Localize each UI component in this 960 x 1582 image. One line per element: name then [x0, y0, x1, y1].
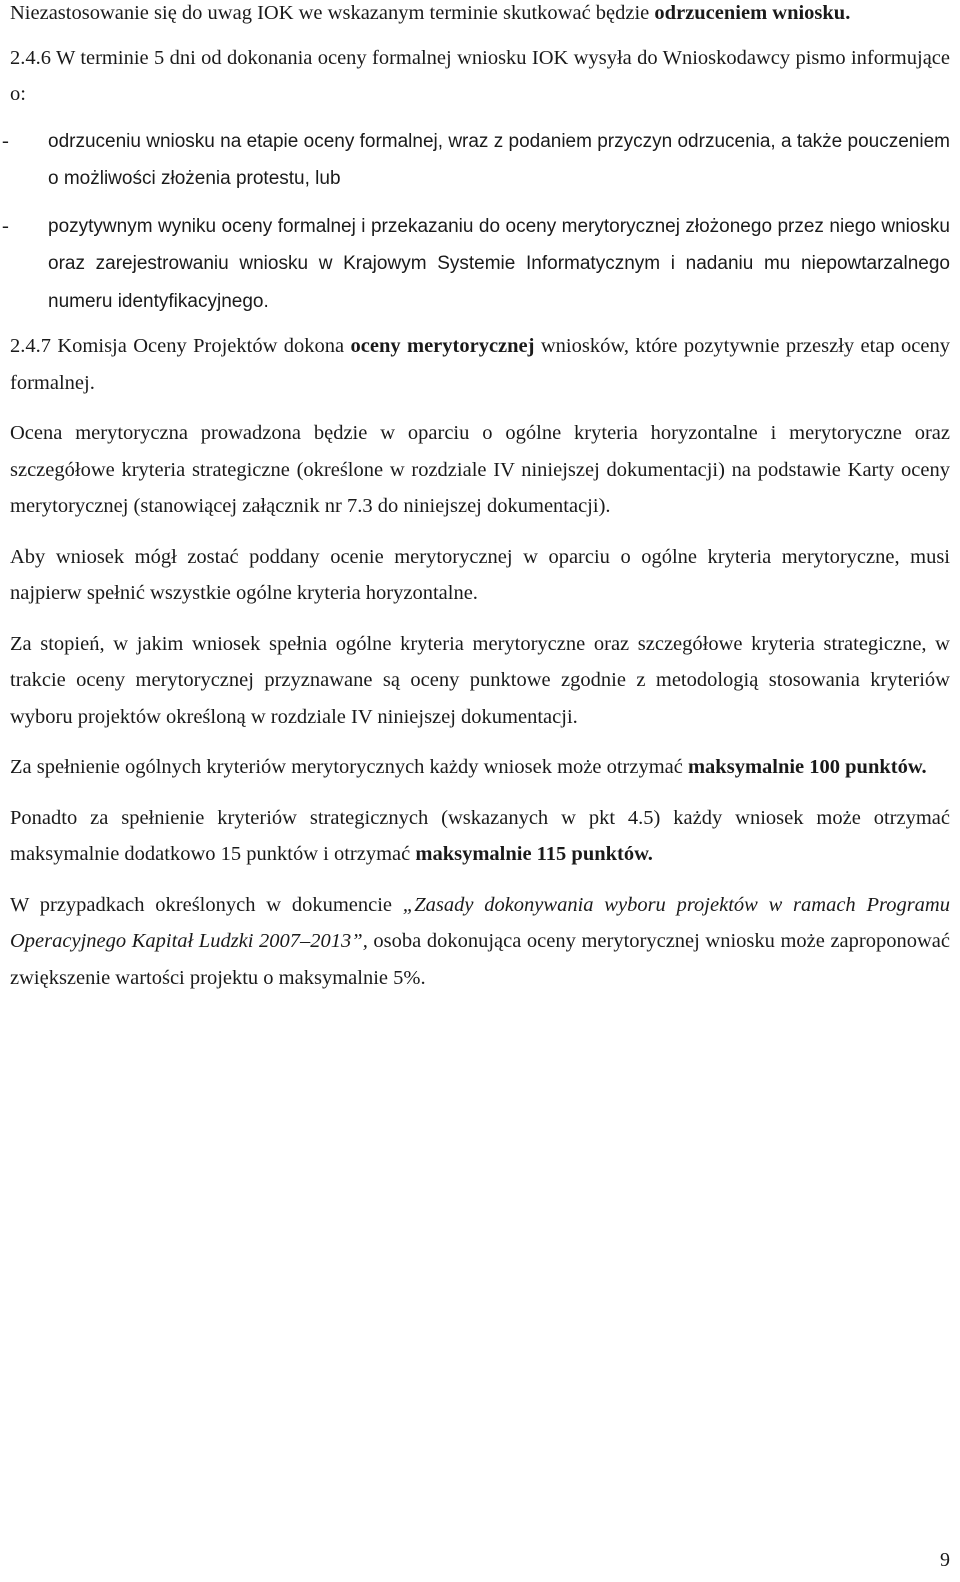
paragraph-2-4-7-after: wniosków, które pozytywnie przeszły etap oceny formalnej.	[10, 335, 951, 394]
max-100-text: Za spełnienie ogólnych kryteriów merytorycznych każdy wniosek może otrzymać	[10, 756, 688, 778]
paragraph-increase-value	[10, 887, 950, 997]
document-page	[2, 0, 951, 996]
paragraph-scoring	[10, 626, 950, 736]
paragraph-2-4-6	[10, 40, 950, 113]
list-dash: -	[2, 214, 9, 237]
paragraph-max-100	[10, 749, 950, 786]
increase-value-italic: „Zasady dokonywania wyboru projektów w ramach Programu Operacyjnego Kapitał Ludzki 2007–2013”,	[10, 893, 950, 952]
page-number: 9	[940, 1549, 950, 1571]
paragraph-2-4-7	[10, 328, 950, 401]
paragraph-2-4-7-before: 2.4.7 Komisja Oceny Projektów dokona	[10, 335, 351, 357]
merit-evaluation-text: Ocena merytoryczna prowadzona będzie w oparciu o ogólne kryteria horyzontalne i merytoryczne oraz szczegółowe kryteria strategiczne (określone w rozdziale IV niniejszej dokumentacji) na podstawie Karty oceny merytorycznej (stanowiącej załącznik nr 7.3 do niniejszej dokumentacji).	[10, 422, 950, 517]
increase-value-before: W przypadkach określonych w dokumencie	[10, 893, 403, 916]
paragraph-merit-evaluation	[10, 415, 950, 525]
paragraph-max-115	[10, 800, 950, 873]
max-100-bold: maksymalnie 100 punktów.	[687, 756, 927, 778]
list-item-positive	[2, 208, 950, 321]
horizontal-criteria-text: Aby wniosek mógł zostać poddany ocenie merytorycznej w oparciu o ogólne kryteria merytoryczne, musi najpierw spełnić wszystkie ogólne kryteria horyzontalne.	[10, 545, 950, 604]
list-item-rejection	[2, 123, 950, 198]
scoring-text: Za stopień, w jakim wniosek spełnia ogólne kryteria merytoryczne oraz szczegółowe kryteria strategiczne, w trakcie oceny merytorycznej przyznawane są oceny punktowe zgodnie z metodologią stosowania kryteriów wyboru projektów określoną w rozdziale IV niniejszej dokumentacji.	[10, 632, 950, 728]
max-115-text: Ponadto za spełnienie kryteriów strategicznych (wskazanych w pkt 4.5) każdy wniosek może otrzymać maksymalnie dodatkowo 15 punktów i otrzymać	[10, 806, 950, 865]
paragraph-rejection-notice	[10, 0, 950, 32]
max-115-bold: maksymalnie 115 punktów.	[415, 843, 653, 865]
rejection-notice-bold: odrzuceniem wniosku.	[654, 2, 851, 24]
list-item-rejection-text: odrzuceniu wniosku na etapie oceny formalnej, wraz z podaniem przyczyn odrzucenia, a także pouczeniem o możliwości złożenia protestu, lub	[48, 130, 950, 189]
increase-value-after: osoba dokonująca oceny merytorycznej wniosku może zaproponować zwiększenie wartości projektu o maksymalnie 5%.	[10, 930, 950, 989]
paragraph-horizontal-criteria	[10, 539, 950, 612]
list-item-positive-text: pozytywnym wyniku oceny formalnej i przekazaniu do oceny merytorycznej złożonego przez niego wniosku oraz zarejestrowaniu wniosku w Krajowym Systemie Informatycznym i nadaniu mu niepowtarzalnego numeru identyfikacyjnego.	[48, 215, 950, 312]
list-dash: -	[2, 129, 9, 152]
paragraph-2-4-6-text: 2.4.6 W terminie 5 dni od dokonania oceny formalnej wniosku IOK wysyła do Wnioskodawcy pismo informujące o:	[10, 46, 950, 105]
rejection-notice-text: Niezastosowanie się do uwag IOK we wskazanym terminie skutkować będzie	[10, 2, 655, 24]
paragraph-2-4-7-bold: oceny merytorycznej	[350, 335, 535, 357]
